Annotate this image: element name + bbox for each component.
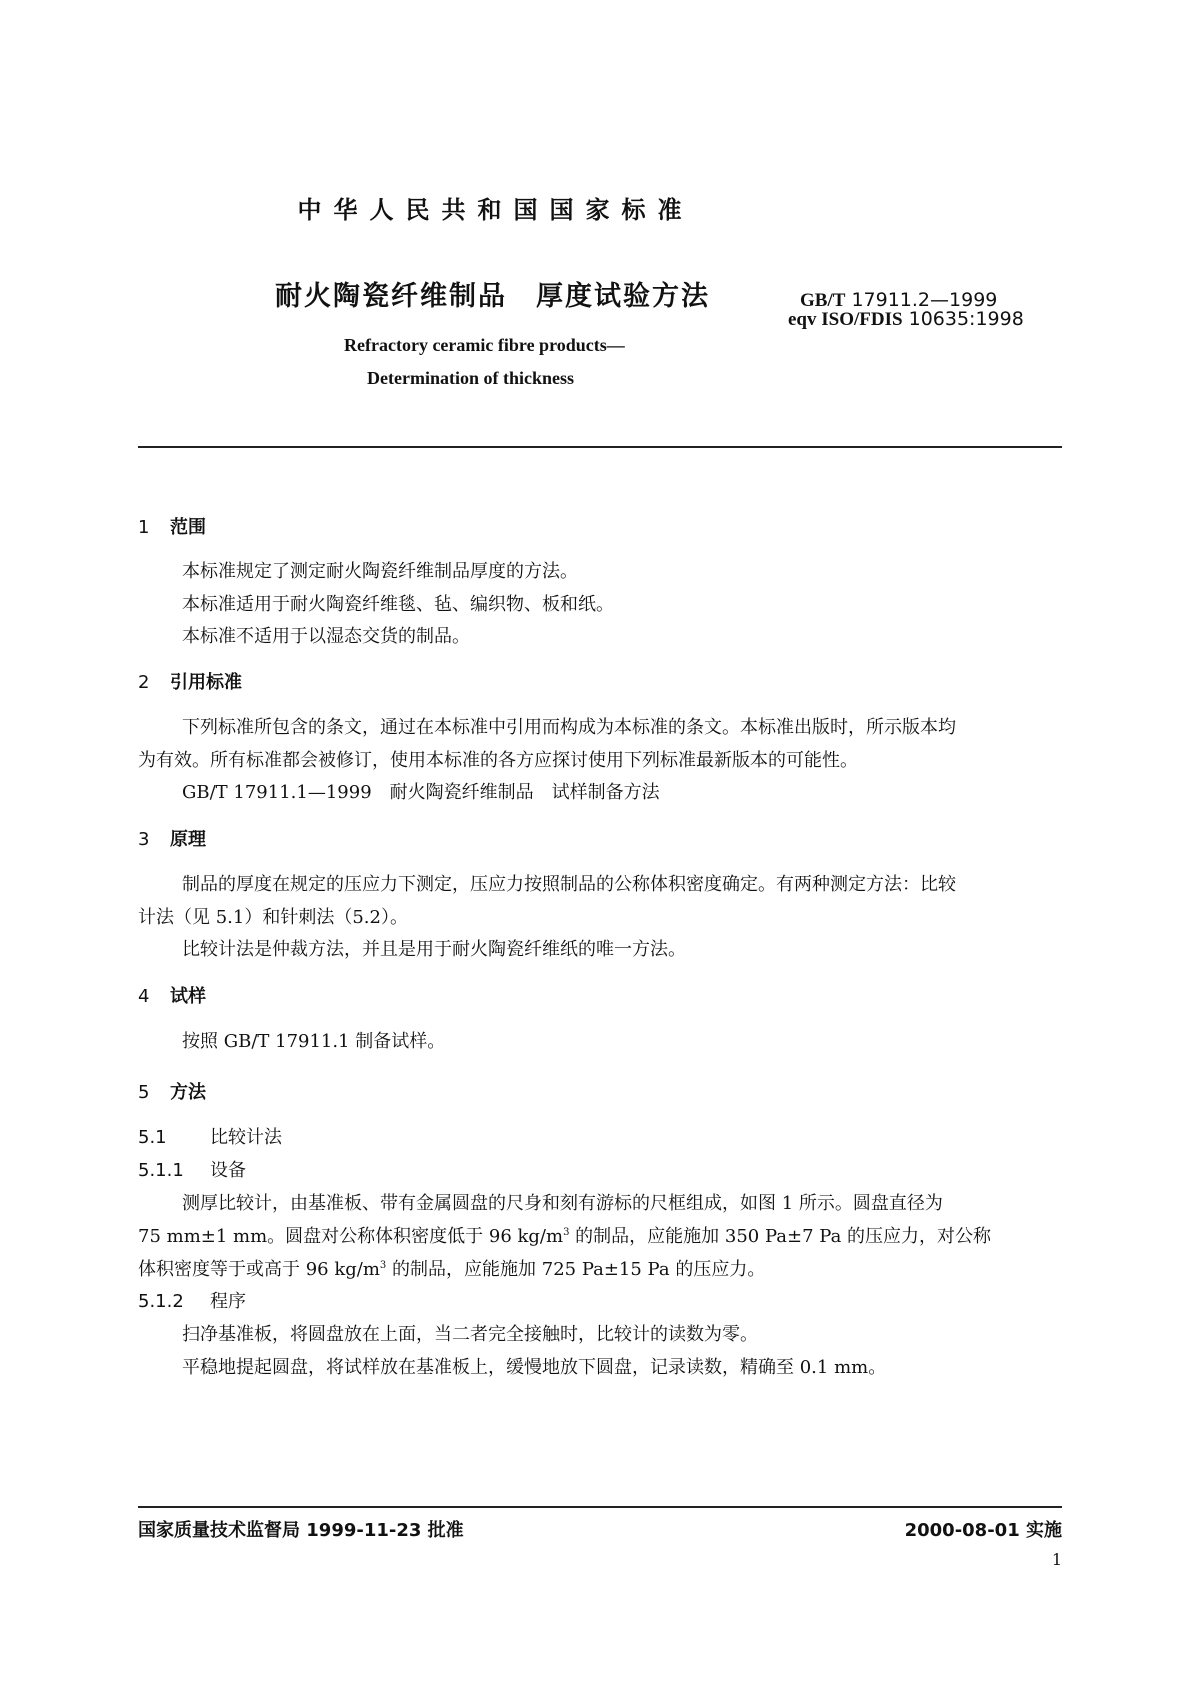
section-3-heading: 3 原理 (138, 829, 206, 850)
page-number: 1 (1051, 1550, 1062, 1569)
subsection-5-1-2-paragraph: 平稳地提起圆盘，将试样放在基准板上，缓慢地放下圆盘，记录读数，精确至 0.1 mm。 (182, 1357, 887, 1378)
standard-code: GB/T 17911.2—1999 (800, 289, 998, 311)
section-1-paragraph: 本标准适用于耐火陶瓷纤维毯、毡、编织物、板和纸。 (182, 594, 614, 615)
referenced-standard: GB/T 17911.1—1999 耐火陶瓷纤维制品 试样制备方法 (182, 782, 660, 803)
section-4-heading: 4 试样 (138, 986, 206, 1007)
subsection-5-1-1-paragraph: 测厚比较计，由基准板、带有金属圆盘的尺身和刻有游标的尺框组成，如图 1 所示。圆盘直径为 (182, 1193, 943, 1214)
national-standard-heading: 中华人民共和国国家标准 (297, 196, 694, 224)
subsection-5-1-2-heading: 5.1.2 程序 (138, 1291, 246, 1312)
section-1-paragraph: 本标准不适用于以湿态交货的制品。 (182, 626, 470, 647)
equivalent-standard-code: eqv ISO/FDIS 10635:1998 (788, 308, 1024, 330)
subsection-5-1-1-paragraph: 75 mm±1 mm。圆盘对公称体积密度低于 96 $kg/m^3$ 的制品，应能施加 350 Pa±7 Pa 的压应力，对公称 (138, 1226, 992, 1247)
subsection-5-1-heading: 5.1 比较计法 (138, 1127, 282, 1148)
subsection-5-1-1-paragraph: 体积密度等于或高于 96 $kg/m^3$ 的制品，应能施加 725 Pa±15 Pa 的压应力。 (138, 1259, 766, 1280)
implementation-date: 2000-08-01 实施 (904, 1520, 1062, 1541)
document-title-en-line1: Refractory ceramic fibre products— (344, 335, 625, 355)
section-2-paragraph: 为有效。所有标准都会被修订，使用本标准的各方应探讨使用下列标准最新版本的可能性。 (138, 750, 858, 771)
footer-divider (138, 1506, 1062, 1508)
document-title-en-line2: Determination of thickness (367, 368, 574, 388)
section-1-heading: 1 范围 (138, 517, 206, 538)
section-2-paragraph: 下列标准所包含的条文，通过在本标准中引用而构成为本标准的条文。本标准出版时，所示版本均 (182, 717, 956, 738)
section-1-paragraph: 本标准规定了测定耐火陶瓷纤维制品厚度的方法。 (182, 561, 578, 582)
section-5-heading: 5 方法 (138, 1082, 206, 1103)
section-3-paragraph: 比较计法是仲裁方法，并且是用于耐火陶瓷纤维纸的唯一方法。 (182, 939, 686, 960)
section-3-paragraph: 计法（见 5.1）和针刺法（5.2）。 (138, 907, 408, 928)
header-divider (138, 446, 1062, 448)
subsection-5-1-1-heading: 5.1.1 设备 (138, 1160, 246, 1181)
document-title-cn: 耐火陶瓷纤维制品 厚度试验方法 (275, 281, 710, 312)
section-2-heading: 2 引用标准 (138, 672, 242, 693)
subsection-5-1-2-paragraph: 扫净基准板，将圆盘放在上面，当二者完全接触时，比较计的读数为零。 (182, 1324, 758, 1345)
section-4-paragraph: 按照 GB/T 17911.1 制备试样。 (182, 1031, 446, 1052)
section-3-paragraph: 制品的厚度在规定的压应力下测定，压应力按照制品的公称体积密度确定。有两种测定方法：比较 (182, 874, 956, 895)
approval-date: 国家质量技术监督局 1999-11-23 批准 (138, 1520, 464, 1541)
